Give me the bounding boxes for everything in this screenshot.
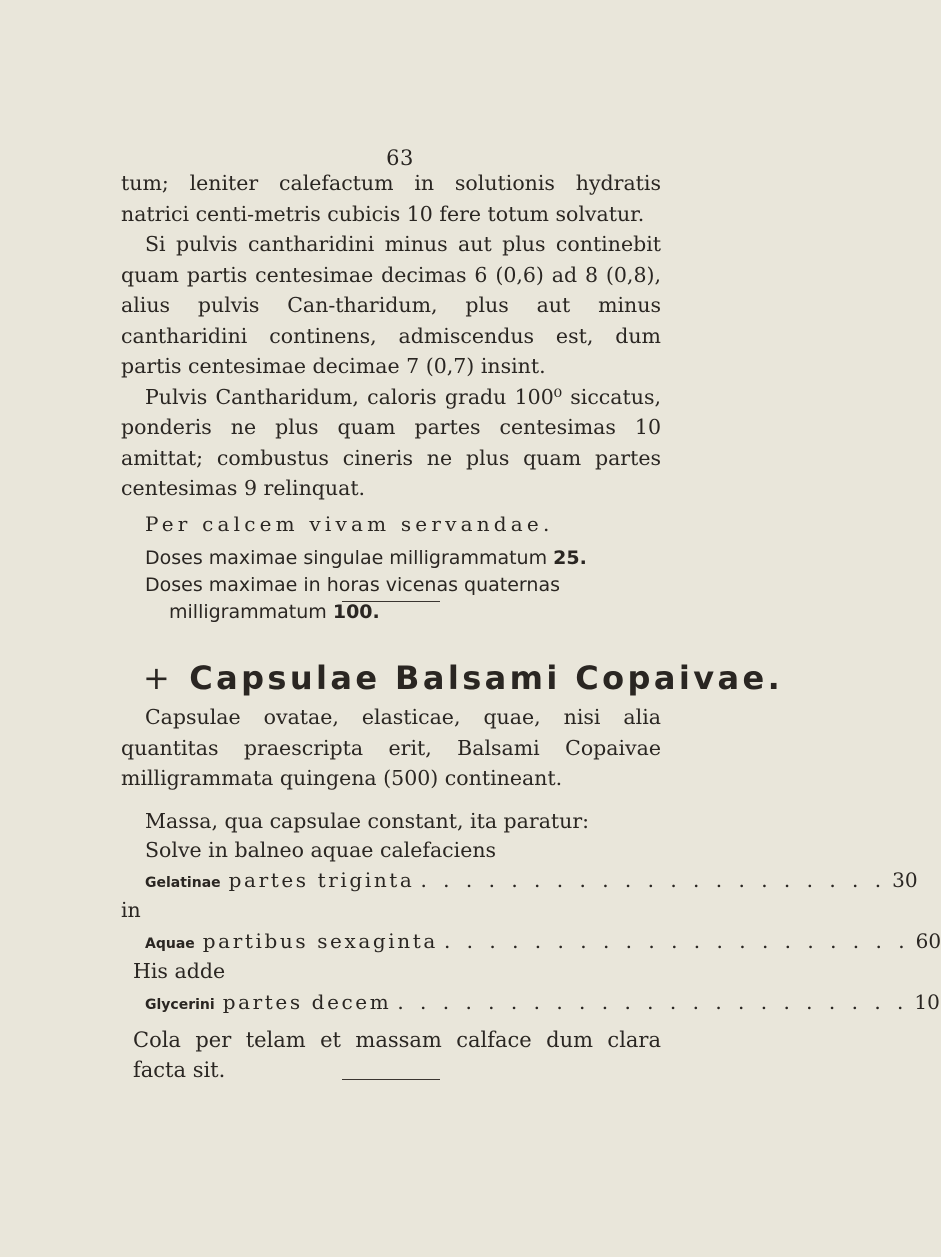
recipe-row-aquae bbox=[121, 928, 941, 958]
top-text-block bbox=[121, 168, 661, 626]
dose-single bbox=[121, 545, 661, 572]
paragraph-cantharidini: Si pulvis cantharidini minus aut plus continebit quam partis centesimae decimas 6 (0,6) ad 8 (0,8), alius pulvis Can-tharidum, plus aut minus cantharidini continens, admiscendus est, dum partis centesimae decimae 7 (0,7) insint. bbox=[121, 232, 661, 378]
recipe-row-glycerini bbox=[121, 989, 940, 1019]
dose-daily-number: 100. bbox=[332, 601, 380, 623]
ingredient-amount: 60 bbox=[915, 928, 941, 953]
paragraph-continuation: tum; leniter calefactum in solutionis hydratis natrici centi-metris cubicis 10 fere totum solvatur. bbox=[121, 171, 661, 226]
section-heading bbox=[143, 659, 783, 697]
recipe-list bbox=[121, 867, 941, 1019]
ingredient-quantity: partes triginta bbox=[228, 867, 415, 892]
ingredient-amount: 10 bbox=[914, 989, 940, 1014]
dose-daily-unit: milligrammatum bbox=[169, 601, 327, 623]
paragraph-pulvis: Pulvis Cantharidum, caloris gradu 100⁰ siccatus, ponderis ne plus quam partes centesimas 10 amittat; combustus cineris ne plus quam partes centesimas 9 relinquat. bbox=[121, 384, 661, 500]
doses-block bbox=[121, 545, 661, 626]
dose-single-text: Doses maximae singulae milligrammatum bbox=[145, 547, 548, 569]
ingredient-quantity: partes decem bbox=[222, 989, 392, 1014]
mass-intro: Massa, qua capsulae constant, ita paratur: bbox=[145, 808, 590, 833]
ingredient-amount: 30 bbox=[892, 867, 918, 892]
storage-note: Per calcem vivam servandae. bbox=[145, 511, 554, 536]
ingredient-name: Aquae bbox=[145, 935, 195, 952]
capsulae-description: Capsulae ovatae, elasticae, quae, nisi alia quantitas praescripta erit, Balsami Copaivae milligrammata quingena (500) contineant. bbox=[121, 705, 661, 790]
final-instruction: Cola per telam et massam calface dum clara facta sit. bbox=[133, 1027, 661, 1082]
section-divider bbox=[342, 601, 440, 602]
recipe-row-gelatinae bbox=[121, 867, 918, 897]
end-divider bbox=[342, 1079, 440, 1080]
connector-in: in bbox=[121, 897, 141, 922]
dose-daily-line2 bbox=[121, 599, 661, 626]
connector-add: His adde bbox=[133, 958, 226, 983]
cross-symbol: + bbox=[143, 659, 174, 697]
dose-single-number: 25. bbox=[553, 547, 587, 569]
mass-step: Solve in balneo aquae calefaciens bbox=[145, 837, 497, 862]
dose-daily-line1: Doses maximae in horas vicenas quaternas bbox=[145, 574, 560, 596]
section-title: Capsulae Balsami Copaivae. bbox=[189, 659, 784, 697]
page-number: 63 bbox=[386, 146, 414, 170]
leader-dots: . . . . . . . . . . . . . . . . . . . . . bbox=[420, 867, 887, 892]
ingredient-name: Glycerini bbox=[145, 996, 215, 1013]
leader-dots: . . . . . . . . . . . . . . . . . . . . . bbox=[443, 928, 910, 953]
capsulae-block bbox=[121, 702, 941, 1086]
ingredient-quantity: partibus sexaginta bbox=[202, 928, 438, 953]
ingredient-name: Gelatinae bbox=[145, 874, 221, 891]
leader-dots: . . . . . . . . . . . . . . . . . . . . . . . bbox=[397, 989, 909, 1014]
